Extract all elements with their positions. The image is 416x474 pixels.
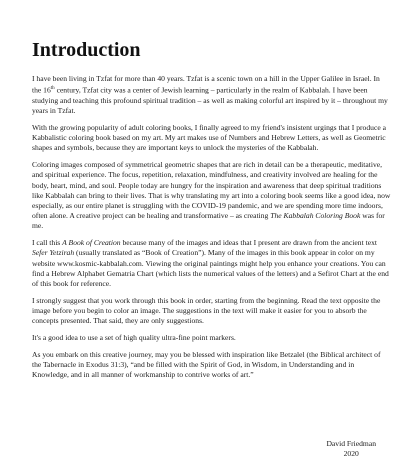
italic-title: A Book of Creation [62,238,121,248]
paragraph-text: was for me. [32,211,385,231]
paragraph-text: As you embark on this creative journey, may you be blessed with inspiration like Betzalel (the Biblical architect of the Tabernacle in Exodus 31:3), “and be filled with the Spirit of God, in Wisdom, in Understanding and in Knowledge, and in all manner of workmanship to contrive works of art.” [32,349,381,380]
document-page [32,38,391,387]
page-title: Introduction [32,39,141,61]
paragraph-5 [32,296,391,327]
paragraph-3 [32,160,391,231]
italic-title: Sefer Yetzirah [32,248,75,258]
paragraph-text: I have been living in Tzfat for more than 40 years. Tzfat is a scenic town on a hill in the Upper Galilee in Israel. In the 16 [32,74,380,95]
author-name: David Friedman [326,439,376,448]
body-text [32,74,391,380]
paragraph-text: Coloring images composed of symmetrical geometric shapes that are rich in detail can be a therapeutic, meditative, and spiritual experience. The focus, repetition, relaxation, mindfulness, and creativity involved are healing for the body, heart, mind, and soul. People today are hungry for the inspiration and awareness that deep spiritual traditions like Kabbalah can bring to their lives. That is why translating my art into a coloring book seems like a good idea, now especially, as our entire planet is struggling with the COVID-19 pandemic, and we are spending more time indoors, often alone. A creative project can be healing and transformative – as creating [32,160,391,221]
italic-title: The Kabbalah Coloring Book [270,211,361,221]
paragraph-text: With the growing popularity of adult coloring books, I finally agreed to my friend's insistent urgings that I produce a Kabbalistic coloring book based on my art. My art makes use of Numbers and Hebrew Letters, as well as Geometric shapes and symbols, because they are important keys to unlock the mysteries of the Kabbalah. [32,122,386,153]
paragraph-text: (usually translated as “Book of Creation”). Many of the images in this book appear in color on my website www.kosmic-kabbalah.com. Viewing the original paintings might help you enhance your creations. You can find a Hebrew Alphabet Gematria Chart (which lists the numerical values of the letters) and a Sefirot Chart at the end of this book for reference. [32,248,389,288]
paragraph-text: I call this [32,238,63,248]
paragraph-6 [32,333,391,343]
paragraph-1 [32,74,391,116]
paragraph-text: I strongly suggest that you work through this book in order, starting from the beginning. Read the text opposite the image before you begin to color an image. The suggestions in the text will make it easier for you to absorb the concepts presented. That said, they are only suggestions. [32,295,381,326]
paragraph-2 [32,123,391,154]
paragraph-4 [32,238,391,289]
signature-year: 2020 [343,449,359,459]
paragraph-7 [32,350,391,381]
paragraph-text: because many of the images and ideas that I present are drawn from the ancient text [120,238,377,248]
paragraph-text: century, Tzfat city was a center of Jewish learning – particularly in the realm of Kabbalah. I have been studying and teaching this profound spiritual tradition – as well as making colorful art inspired by it – throughout my years in Tzfat. [32,85,388,116]
signature-block [326,439,376,459]
paragraph-text: It's a good idea to use a set of high quality ultra-fine point markers. [32,332,236,342]
ordinal-suffix: th [50,86,55,92]
